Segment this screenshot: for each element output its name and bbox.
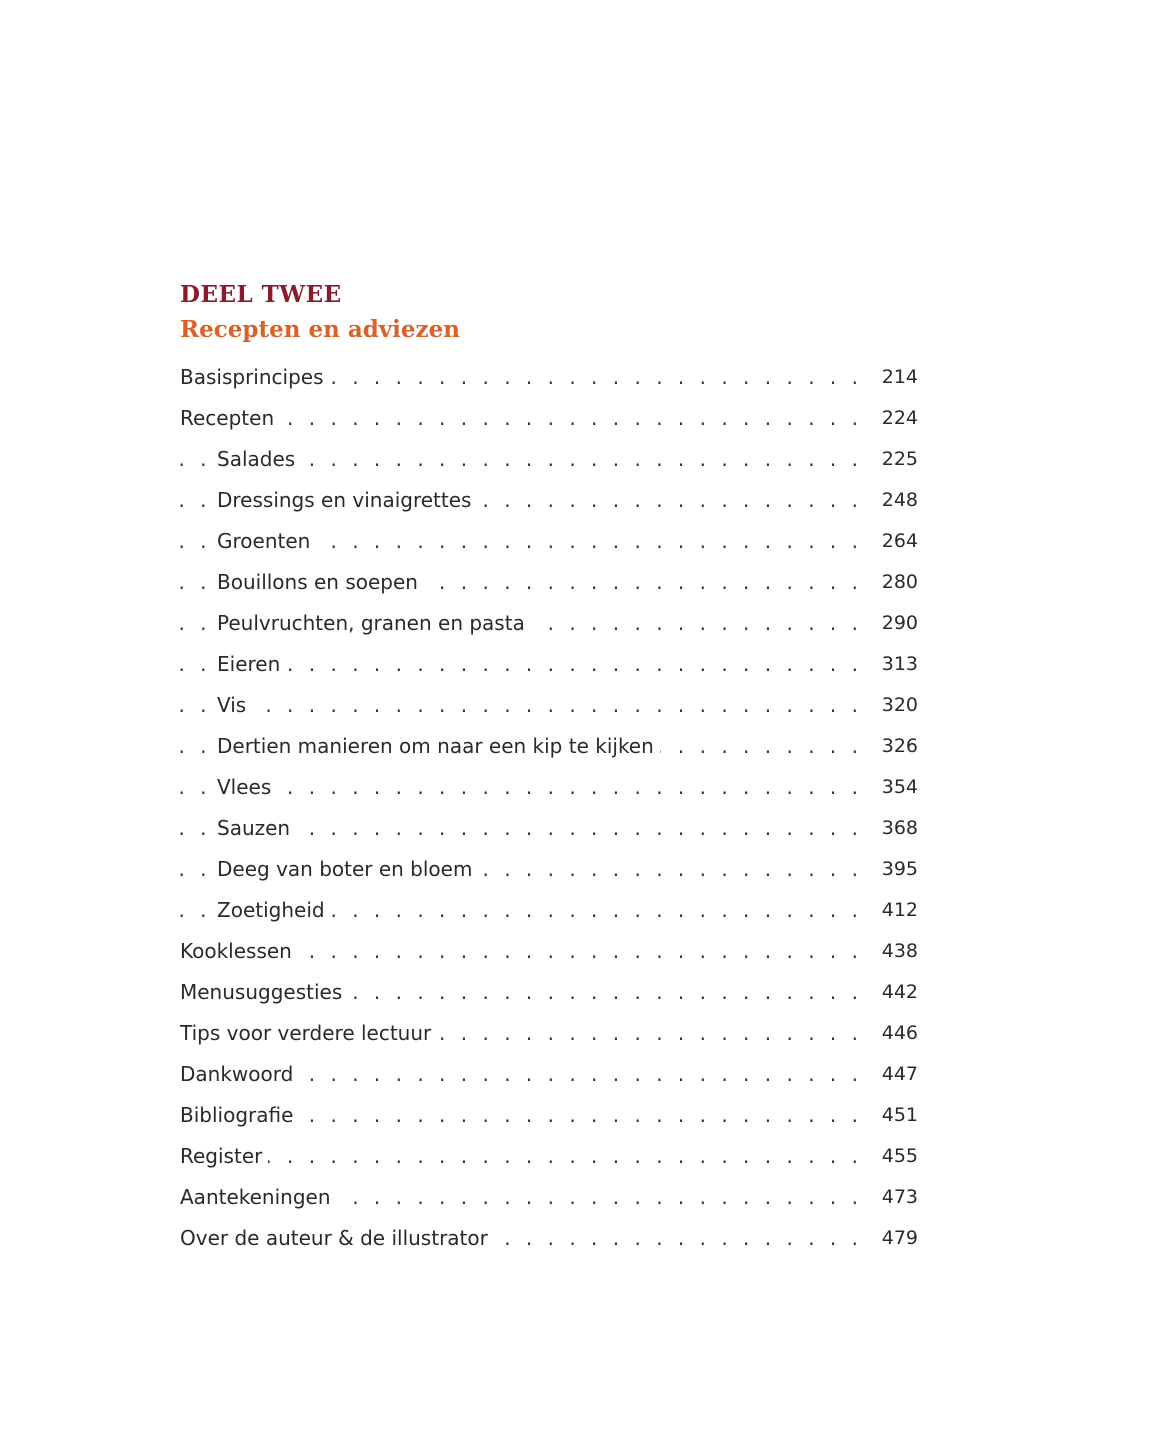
toc-entry-page: 451 (881, 1104, 918, 1126)
toc-entry-page: 442 (881, 981, 918, 1003)
toc-entry-label: Vis (217, 693, 252, 717)
toc-entry-menusuggesties[interactable] (180, 977, 920, 1018)
toc-entry-register[interactable] (180, 1141, 920, 1182)
toc-entry-aantekeningen[interactable] (180, 1182, 920, 1223)
toc-entry-label: Dressings en vinaigrettes (217, 488, 477, 512)
toc-entry-label: Kooklessen (180, 939, 298, 963)
toc-entry-label: Salades (217, 447, 301, 471)
toc-entry-label: Sauzen (217, 816, 296, 840)
dot-leader (180, 775, 858, 805)
toc-entry-dressings[interactable] (180, 485, 920, 526)
toc-entry-label: Bouillons en soepen (217, 570, 424, 594)
toc-entry-label: Deeg van boter en bloem (217, 857, 478, 881)
toc-entry-dankwoord[interactable] (180, 1059, 920, 1100)
toc-entry-page: 326 (881, 735, 918, 757)
toc-entry-page: 280 (881, 571, 918, 593)
part-label: DEEL TWEE (180, 281, 342, 308)
toc-entry-peulvruchten[interactable] (180, 608, 920, 649)
toc-entry-label: Zoetigheid (217, 898, 331, 922)
toc-entry-page: 214 (881, 366, 918, 388)
toc-entry-label: Dankwoord (180, 1062, 299, 1086)
toc-entry-bouillons[interactable] (180, 567, 920, 608)
toc-entry-label: Eieren (217, 652, 286, 676)
toc-entry-zoetigheid[interactable] (180, 895, 920, 936)
toc-entry-page: 224 (881, 407, 918, 429)
toc-entry-label: Peulvruchten, granen en pasta (217, 611, 531, 635)
toc-entry-page: 447 (881, 1063, 918, 1085)
toc-entry-page: 473 (881, 1186, 918, 1208)
toc-entry-basisprincipes[interactable] (180, 362, 920, 403)
toc-entry-page: 248 (881, 489, 918, 511)
toc-entry-page: 395 (881, 858, 918, 880)
toc-entry-label: Over de auteur & de illustrator (180, 1226, 494, 1250)
toc-entry-vlees[interactable] (180, 772, 920, 813)
toc-entry-page: 264 (881, 530, 918, 552)
toc-entry-page: 354 (881, 776, 918, 798)
toc-entry-label: Groenten (217, 529, 316, 553)
toc-entry-label: Bibliografie (180, 1103, 299, 1127)
toc-entry-page: 313 (881, 653, 918, 675)
table-of-contents (180, 362, 920, 1264)
toc-entry-page: 412 (881, 899, 918, 921)
part-title: Recepten en adviezen (180, 316, 460, 343)
toc-entry-page: 368 (881, 817, 918, 839)
toc-entry-page: 438 (881, 940, 918, 962)
toc-entry-deeg[interactable] (180, 854, 920, 895)
toc-entry-kip[interactable] (180, 731, 920, 772)
dot-leader (180, 406, 858, 436)
toc-entry-page: 446 (881, 1022, 918, 1044)
toc-entry-recepten[interactable] (180, 403, 920, 444)
toc-entry-page: 455 (881, 1145, 918, 1167)
toc-entry-label: Dertien manieren om naar een kip te kijken (217, 734, 660, 758)
toc-entry-label: Register (180, 1144, 268, 1168)
toc-entry-sauzen[interactable] (180, 813, 920, 854)
toc-entry-page: 290 (881, 612, 918, 634)
toc-entry-label: Recepten (180, 406, 280, 430)
toc-entry-label: Tips voor verdere lectuur (180, 1021, 437, 1045)
toc-entry-salades[interactable] (180, 444, 920, 485)
toc-entry-label: Basisprincipes (180, 365, 330, 389)
toc-entry-label: Vlees (217, 775, 277, 799)
toc-entry-page: 320 (881, 694, 918, 716)
toc-entry-bibliografie[interactable] (180, 1100, 920, 1141)
toc-entry-page: 225 (881, 448, 918, 470)
toc-entry-tips[interactable] (180, 1018, 920, 1059)
dot-leader (180, 1144, 858, 1174)
toc-entry-label: Aantekeningen (180, 1185, 337, 1209)
toc-entry-page: 479 (881, 1227, 918, 1249)
toc-entry-vis[interactable] (180, 690, 920, 731)
toc-entry-label: Menusuggesties (180, 980, 348, 1004)
dot-leader (180, 693, 858, 723)
toc-entry-kooklessen[interactable] (180, 936, 920, 977)
toc-entry-groenten[interactable] (180, 526, 920, 567)
toc-entry-over-de-auteur[interactable] (180, 1223, 920, 1264)
toc-entry-eieren[interactable] (180, 649, 920, 690)
